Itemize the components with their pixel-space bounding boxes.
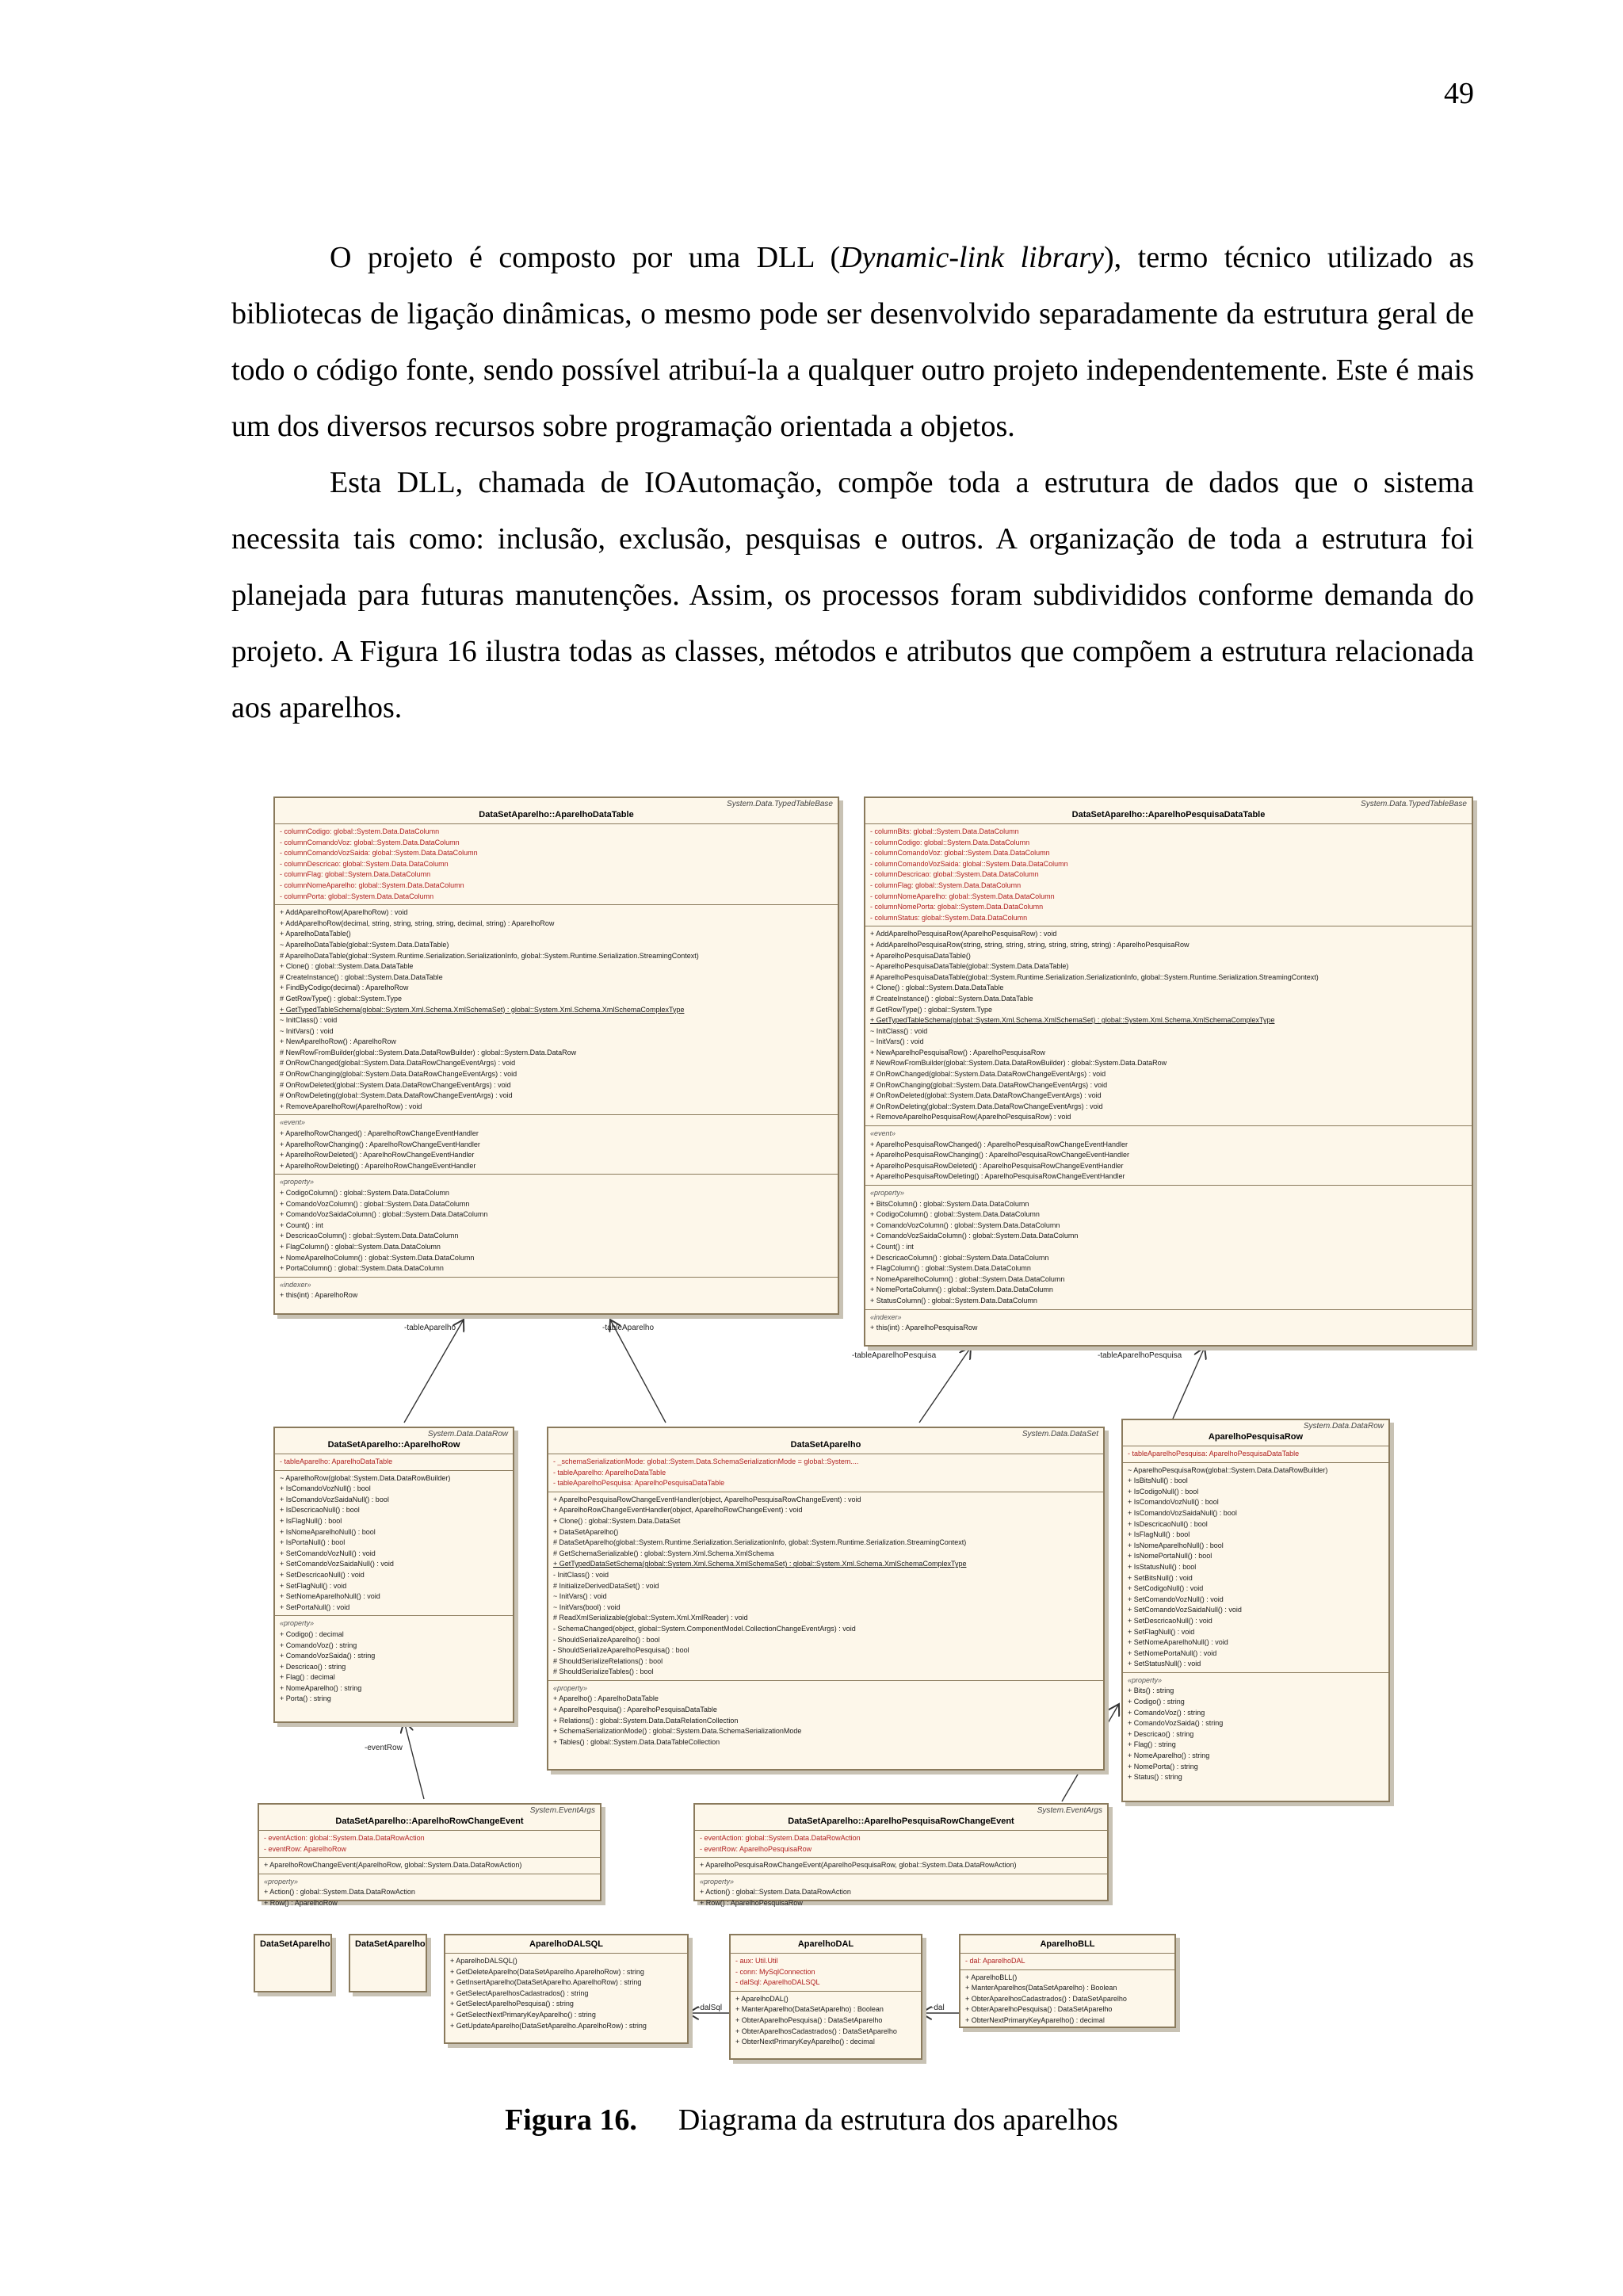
- class-member: # CreateInstance() : global::System.Data.DataTable: [280, 972, 443, 981]
- class-member: + SetComandoVozSaidaNull() : void: [280, 1560, 394, 1568]
- class-member: + DescricaoColumn() : global::System.Data.DataColumn: [870, 1253, 1049, 1262]
- class-member: + ComandoVoz() : string: [280, 1641, 357, 1649]
- class-member: + AparelhoPesquisaDataTable(): [870, 951, 971, 960]
- class-member: «property»: [280, 1178, 315, 1186]
- class-operations: [695, 1874, 1107, 1912]
- class-member: + ObterAparelhoPesquisa() : DataSetAparelho: [965, 2005, 1113, 2014]
- class-operations: [275, 1277, 838, 1304]
- class-operations: [548, 1680, 1103, 1751]
- class-title: DataSetAparelho::AparelhoPesquisaDataTable: [1071, 810, 1266, 819]
- class-member: «property»: [553, 1683, 588, 1692]
- class-member: + Action() : global::System.Data.DataRowAction: [700, 1888, 851, 1897]
- class-member: + NewAparelhoPesquisaRow() : AparelhoPesquisaRow: [870, 1048, 1045, 1056]
- class-member: + IsFlagNull() : bool: [280, 1516, 342, 1525]
- class-member: + DataSetAparelho(): [553, 1527, 619, 1536]
- class-member: # CreateInstance() : global::System.Data.DataTable: [870, 994, 1033, 1003]
- class-title: DataSetAparelho::AparelhoPesquisaRowChangeEvent: [788, 1817, 1014, 1826]
- class-member: + ComandoVozColumn() : global::System.Data.DataColumn: [280, 1199, 470, 1208]
- class-operations: [275, 1114, 838, 1174]
- connector-label-event-row-1: -eventRow: [365, 1744, 403, 1752]
- class-member: + IsFlagNull() : bool: [1128, 1530, 1190, 1539]
- class-member: + Flag() : string: [1128, 1740, 1176, 1749]
- paragraph-1-part-b: ), termo técnico utilizado as bibliotecas de ligação dinâmicas, o mesmo pode ser desenvolvido separadamente da estrutura geral de todo o código fonte, sendo possível atribuí-la a qualquer outro projeto independentemente. Este é mais um dos diversos recursos sobre programação orientada a objetos.: [231, 241, 1475, 443]
- class-attributes: [548, 1454, 1103, 1492]
- class-member: + RemoveAparelhoPesquisaRow(AparelhoPesquisaRow) : void: [870, 1113, 1071, 1121]
- class-member: + AddAparelhoRow(AparelhoRow) : void: [280, 908, 408, 917]
- class-member: + SetFlagNull() : void: [1128, 1627, 1195, 1636]
- class-member: + SetCodigoNull() : void: [1128, 1584, 1204, 1593]
- class-member: + AparelhoPesquisa() : AparelhoPesquisaDataTable: [553, 1706, 717, 1714]
- class-attributes: [275, 823, 838, 904]
- class-operations: [548, 1492, 1103, 1680]
- class-member: + IsComandoVozNull() : bool: [1128, 1498, 1219, 1507]
- class-title: DataSetAparelho: [790, 1440, 861, 1450]
- class-member: ~ AparelhoPesquisaRow(global::System.Data.DataRowBuilder): [1128, 1465, 1328, 1474]
- class-attribute: - tableAparelhoPesquisa: AparelhoPesquisaDataTable: [553, 1479, 725, 1488]
- class-member: + ManterAparelho(DataSetAparelho) : Boolean: [735, 2005, 884, 2014]
- class-member: + Clone() : global::System.Data.DataSet: [553, 1516, 681, 1525]
- class-member: + SetNomeAparelhoNull() : void: [1128, 1638, 1228, 1647]
- class-member: + Status() : string: [1128, 1773, 1182, 1782]
- connector-label-table-aparelho-pesquisa-2: -tableAparelhoPesquisa: [1098, 1351, 1182, 1360]
- class-aparelho-bll: [959, 1934, 1176, 2028]
- class-attributes: [1123, 1446, 1388, 1462]
- class-member: + ObterAparelhosCadastrados() : DataSetAparelho: [735, 2027, 897, 2035]
- class-member: + SchemaSerializationMode() : global::System.Data.SchemaSerializationMode: [553, 1727, 802, 1736]
- class-member: + AparelhoDALSQL(): [450, 1957, 517, 1965]
- class-member: + NewAparelhoRow() : AparelhoRow: [280, 1037, 396, 1046]
- class-attributes: [960, 1953, 1174, 1969]
- class-member: + NomeAparelho() : string: [280, 1683, 362, 1692]
- class-member: + IsComandoVozNull() : bool: [280, 1484, 371, 1493]
- class-member: + IsCodigoNull() : bool: [1128, 1487, 1199, 1496]
- class-member: + SetFlagNull() : void: [280, 1581, 347, 1590]
- class-title: AparelhoBLL: [1040, 1939, 1095, 1949]
- class-member: + IsNomeAparelhoNull() : bool: [1128, 1541, 1224, 1549]
- class-member: + GetTypedDataSetSchema(global::System.Xml.Schema.XmlSchemaSet) : global::System.Xml.Schema.XmlSchemaComplexType: [553, 1560, 967, 1568]
- class-member: + ManterAparelhos(DataSetAparelho) : Boolean: [965, 1984, 1117, 1992]
- class-member: + ObterAparelhosCadastrados() : DataSetAparelho: [965, 1994, 1127, 2003]
- class-member: # GetSchemaSerializable() : global::System.Xml.Schema.XmlSchema: [553, 1549, 774, 1557]
- class-member: ~ InitVars() : void: [553, 1592, 607, 1601]
- class-member: + AparelhoPesquisaRowDeleting() : AparelhoPesquisaRowChangeEventHandler: [870, 1172, 1125, 1181]
- class-attribute: - dalSql: AparelhoDALSQL: [735, 1978, 820, 1987]
- class-operations: [259, 1857, 600, 1874]
- figure-caption-number: Figura 16.: [505, 2103, 637, 2137]
- class-member: + GetDeleteAparelho(DataSetAparelho.AparelhoRow) : string: [450, 1967, 644, 1976]
- class-member: + Flag() : decimal: [280, 1673, 335, 1682]
- uml-diagram-figure: [254, 793, 1474, 2092]
- class-title: DataSetAparelho: [355, 1939, 426, 1949]
- class-aparelho-pesquisa-data-table: [864, 797, 1473, 1347]
- class-attribute: - columnNomeAparelho: global::System.Data.DataColumn: [870, 892, 1055, 900]
- class-attribute: - columnComandoVoz: global::System.Data.DataColumn: [870, 849, 1050, 858]
- class-member: # ShouldSerializeTables() : bool: [553, 1668, 654, 1676]
- class-member: «property»: [264, 1877, 299, 1885]
- class-member: + Count() : int: [280, 1221, 323, 1229]
- class-title: DataSetAparelho::AparelhoDataTable: [479, 810, 634, 819]
- class-member: # OnRowDeleting(global::System.Data.DataRowChangeEventArgs) : void: [280, 1091, 513, 1100]
- class-attribute: - columnStatus: global::System.Data.DataColumn: [870, 913, 1028, 922]
- class-member: # GetRowType() : global::System.Type: [280, 994, 403, 1003]
- class-attribute: - dal: AparelhoDAL: [965, 1957, 1025, 1965]
- class-member: «property»: [280, 1619, 315, 1628]
- class-member: # OnRowDeleted(global::System.Data.DataRowChangeEventArgs) : void: [280, 1080, 511, 1089]
- class-member: + AparelhoRowChangeEventHandler(object, AparelhoRowChangeEvent) : void: [553, 1506, 803, 1515]
- figure-caption-text: Diagrama da estrutura dos aparelhos: [678, 2103, 1118, 2137]
- class-member: + AparelhoPesquisaRowChangeEvent(AparelhoPesquisaRow, global::System.Data.DataRowAction): [700, 1861, 1017, 1870]
- class-member: + AparelhoPesquisaRowChangeEventHandler(object, AparelhoPesquisaRowChangeEvent) : void: [553, 1495, 861, 1503]
- class-stereotype: System.Data.TypedTableBase: [1361, 800, 1467, 808]
- connector-label-table-aparelho-pesquisa-1: -tableAparelhoPesquisa: [852, 1351, 937, 1360]
- class-member: + StatusColumn() : global::System.Data.DataColumn: [870, 1296, 1037, 1305]
- class-member: + ComandoVozSaida() : string: [1128, 1719, 1224, 1728]
- assoc-event-to-row: [404, 1721, 424, 1799]
- class-operations: [865, 926, 1472, 1125]
- class-member: + SetPortaNull() : void: [280, 1603, 350, 1611]
- class-stereotype: System.EventArgs: [529, 1806, 595, 1815]
- class-member: + NomeAparelhoColumn() : global::System.Data.DataColumn: [870, 1274, 1065, 1283]
- class-member: + NomeAparelho() : string: [1128, 1752, 1210, 1760]
- class-member: + SetComandoVozNull() : void: [1128, 1595, 1224, 1603]
- class-attribute: - columnDescricao: global::System.Data.DataColumn: [280, 859, 449, 868]
- class-member: «indexer»: [280, 1280, 311, 1289]
- class-member: + ComandoVoz() : string: [1128, 1708, 1205, 1717]
- class-attribute: - columnNomeAparelho: global::System.Data.DataColumn: [280, 881, 464, 889]
- class-attributes: [731, 1953, 921, 1991]
- class-member: - SchemaChanged(object, global::System.ComponentModel.CollectionChangeEventArgs) : void: [553, 1624, 856, 1633]
- class-member: + IsDescricaoNull() : bool: [280, 1506, 360, 1515]
- connector-label-table-aparelho-2: -tableAparelho: [602, 1324, 655, 1332]
- class-stereotype: System.Data.DataSet: [1022, 1430, 1098, 1438]
- class-attribute: - tableAparelhoPesquisa: AparelhoPesquisaDataTable: [1128, 1450, 1300, 1457]
- class-aparelho-pesquisa-row: [1121, 1419, 1390, 1802]
- class-member: + PortaColumn() : global::System.Data.DataColumn: [280, 1264, 444, 1273]
- class-member: # OnRowChanging(global::System.Data.DataRowChangeEventArgs) : void: [280, 1070, 517, 1079]
- class-member: + AparelhoRowChanged() : AparelhoRowChangeEventHandler: [280, 1129, 479, 1138]
- class-member: ~ InitClass() : void: [280, 1016, 338, 1025]
- class-operations: [1123, 1462, 1388, 1672]
- class-member: «event»: [870, 1129, 896, 1138]
- class-attribute: - eventAction: global::System.Data.DataRowAction: [264, 1834, 425, 1842]
- paragraph-2: Esta DLL, chamada de IOAutomação, compõe toda a estrutura de dados que o sistema necessita tais como: inclusão, exclusão, pesquisas e outros. A organização de toda a estrutura foi planejada para futuras manutenções. Assim, os processos foram subdivididos conforme demanda do projeto. A Figura 16 ilustra todas as classes, métodos e atributos que compõem a estrutura relacionada aos aparelhos.: [231, 466, 1474, 724]
- class-dataset-aparelho: [547, 1427, 1105, 1771]
- class-member: + FlagColumn() : global::System.Data.DataColumn: [280, 1242, 441, 1251]
- paragraph-1: [231, 230, 1474, 455]
- class-attribute: - columnNomePorta: global::System.Data.DataColumn: [870, 903, 1044, 911]
- class-title: AparelhoDALSQL: [529, 1939, 603, 1949]
- class-member: + FindByCodigo(decimal) : AparelhoRow: [280, 984, 409, 992]
- class-member: «property»: [1128, 1675, 1163, 1684]
- paragraph-1-italic-term: Dynamic-link library: [840, 241, 1105, 274]
- class-member: + AddAparelhoRow(decimal, string, string, string, string, decimal, string) : AparelhoRow: [280, 919, 555, 927]
- class-operations: [275, 1174, 838, 1276]
- class-member: + IsBitsNull() : bool: [1128, 1477, 1188, 1485]
- class-member: # NewRowFromBuilder(global::System.Data.DataRowBuilder) : global::System.Data.DataRow: [870, 1059, 1167, 1068]
- class-member: + this(int) : AparelhoPesquisaRow: [870, 1324, 978, 1332]
- class-attribute: - tableAparelho: AparelhoDataTable: [553, 1468, 666, 1477]
- class-member: + GetUpdateAparelho(DataSetAparelho.AparelhoRow) : string: [450, 2021, 647, 2030]
- class-member: + Count() : int: [870, 1242, 914, 1251]
- class-aparelho-data-table: [273, 797, 839, 1315]
- class-member: # ShouldSerializeRelations() : bool: [553, 1656, 663, 1665]
- class-member: «event»: [280, 1118, 306, 1127]
- class-member: + SetDescricaoNull() : void: [1128, 1616, 1212, 1625]
- class-member: # DataSetAparelho(global::System.Runtime.Serialization.SerializationInfo, global::System.Runtime.Serialization.StreamingContext): [553, 1538, 967, 1547]
- class-member: + IsNomeAparelhoNull() : bool: [280, 1527, 376, 1536]
- class-operations: [259, 1874, 600, 1912]
- class-attribute: - eventAction: global::System.Data.DataRowAction: [700, 1834, 861, 1842]
- class-operations: [865, 1125, 1472, 1185]
- class-member: ~ InitVars() : void: [280, 1026, 334, 1035]
- class-operations: [865, 1309, 1472, 1336]
- class-member: + Row() : AparelhoRow: [264, 1898, 338, 1907]
- class-member: + NomePorta() : string: [1128, 1762, 1198, 1771]
- class-member: + GetSelectAparelhosCadastrados() : string: [450, 1988, 589, 1997]
- class-member: + AparelhoRowChangeEvent(AparelhoRow, global::System.Data.DataRowAction): [264, 1861, 522, 1870]
- class-member: + AparelhoPesquisaRowDeleted() : AparelhoPesquisaRowChangeEventHandler: [870, 1161, 1124, 1170]
- class-attribute: - eventRow: AparelhoPesquisaRow: [700, 1844, 812, 1853]
- class-member: + IsStatusNull() : bool: [1128, 1562, 1197, 1571]
- class-member: + SetDescricaoNull() : void: [280, 1570, 365, 1579]
- class-operations: [275, 1615, 513, 1707]
- class-member: + NomeAparelhoColumn() : global::System.Data.DataColumn: [280, 1253, 475, 1262]
- class-member: + FlagColumn() : global::System.Data.DataColumn: [870, 1264, 1031, 1273]
- class-member: + CodigoColumn() : global::System.Data.DataColumn: [280, 1189, 449, 1197]
- class-operations: [275, 1470, 513, 1616]
- class-attribute: - columnCodigo: global::System.Data.DataColumn: [280, 827, 440, 835]
- class-member: + AparelhoRowDeleted() : AparelhoRowChangeEventHandler: [280, 1151, 475, 1159]
- class-member: + Codigo() : string: [1128, 1698, 1185, 1706]
- class-member: + ObterNextPrimaryKeyAparelho() : decimal: [735, 2038, 875, 2046]
- class-title: DataSetAparelho: [260, 1939, 330, 1949]
- class-member: «indexer»: [870, 1312, 902, 1321]
- class-member: # GetRowType() : global::System.Type: [870, 1005, 993, 1014]
- class-operations: [865, 1185, 1472, 1309]
- class-member: + AparelhoPesquisaRowChanging() : AparelhoPesquisaRowChangeEventHandler: [870, 1151, 1129, 1159]
- class-member: + IsDescricaoNull() : bool: [1128, 1519, 1208, 1528]
- class-member: # OnRowChanged(global::System.Data.DataRowChangeEventArgs) : void: [280, 1059, 516, 1068]
- class-member: + BitsColumn() : global::System.Data.DataColumn: [870, 1199, 1029, 1208]
- class-member: # NewRowFromBuilder(global::System.Data.DataRowBuilder) : global::System.Data.DataRow: [280, 1048, 577, 1056]
- class-operations: [960, 1969, 1174, 2029]
- class-attribute: - columnFlag: global::System.Data.DataColumn: [870, 881, 1022, 889]
- class-member: + ComandoVozColumn() : global::System.Data.DataColumn: [870, 1221, 1060, 1229]
- class-member: # OnRowChanged(global::System.Data.DataRowChangeEventArgs) : void: [870, 1070, 1106, 1079]
- class-member: + CodigoColumn() : global::System.Data.DataColumn: [870, 1210, 1040, 1219]
- class-attribute: - columnComandoVoz: global::System.Data.DataColumn: [280, 838, 460, 846]
- class-member: + Descricao() : string: [1128, 1729, 1194, 1738]
- connector-label-dal: -dal: [931, 2004, 945, 2012]
- class-dataset-aparelho-ref-2: [349, 1934, 427, 1992]
- class-aparelho-dal-sql: [444, 1934, 689, 2044]
- class-operations: [695, 1857, 1107, 1874]
- class-attribute: - _schemaSerializationMode: global::System.Data.SchemaSerializationMode = global::System....: [553, 1457, 859, 1465]
- class-member: + AparelhoRowDeleting() : AparelhoRowChangeEventHandler: [280, 1161, 476, 1170]
- class-member: + GetInsertAparelho(DataSetAparelho.AparelhoRow) : string: [450, 1978, 642, 1987]
- assoc-row-to-table: [404, 1320, 464, 1423]
- class-member: + DescricaoColumn() : global::System.Data.DataColumn: [280, 1232, 459, 1240]
- class-attribute: - columnFlag: global::System.Data.DataColumn: [280, 870, 431, 879]
- class-member: + Porta() : string: [280, 1694, 331, 1703]
- class-member: # OnRowDeleting(global::System.Data.DataRowChangeEventArgs) : void: [870, 1102, 1103, 1110]
- class-title: AparelhoPesquisaRow: [1208, 1432, 1304, 1442]
- class-member: ~ InitVars(bool) : void: [553, 1603, 621, 1611]
- class-member: + ComandoVozSaidaColumn() : global::System.Data.DataColumn: [870, 1232, 1079, 1240]
- class-member: - ShouldSerializeAparelho() : bool: [553, 1635, 660, 1644]
- class-member: + ObterNextPrimaryKeyAparelho() : decimal: [965, 2015, 1105, 2024]
- class-member: + GetTypedTableSchema(global::System.Xml.Schema.XmlSchemaSet) : global::System.Xml.Schema.XmlSchemaComplexType: [870, 1016, 1275, 1025]
- class-stereotype: System.Data.DataRow: [1303, 1422, 1384, 1431]
- class-attribute: - tableAparelho: AparelhoDataTable: [280, 1457, 393, 1465]
- paragraph-1-part-a: O projeto é composto por uma DLL (: [330, 241, 841, 274]
- class-member: + AparelhoBLL(): [965, 1973, 1018, 1981]
- class-attribute: - columnBits: global::System.Data.DataColumn: [870, 827, 1019, 835]
- class-member: + Bits() : string: [1128, 1687, 1174, 1695]
- connector-label-dal-sql: -dalSql: [697, 2004, 723, 2012]
- assoc-dataset-to-table: [610, 1320, 666, 1423]
- class-member: «property»: [870, 1189, 905, 1197]
- class-member: + Row() : AparelhoPesquisaRow: [700, 1898, 803, 1907]
- class-member: # AparelhoPesquisaDataTable(global::System.Runtime.Serialization.SerializationInfo, global::System.Runtime.Serialization.StreamingContext): [870, 972, 1319, 981]
- class-member: + IsNomePortaNull() : bool: [1128, 1552, 1212, 1561]
- class-aparelho-pesquisa-row-change-event: [693, 1803, 1109, 1907]
- class-attribute: - columnDescricao: global::System.Data.DataColumn: [870, 870, 1039, 879]
- connector-label-table-aparelho-1: -tableAparelho: [404, 1324, 456, 1332]
- class-member: ~ AparelhoDataTable(global::System.Data.DataTable): [280, 940, 449, 949]
- class-member: + SetBitsNull() : void: [1128, 1573, 1193, 1582]
- class-member: + GetSelectAparelhoPesquisa() : string: [450, 2000, 574, 2008]
- class-operations: [275, 904, 838, 1114]
- class-member: + AparelhoRowChanging() : AparelhoRowChangeEventHandler: [280, 1140, 480, 1148]
- class-aparelho-dal: [729, 1934, 922, 2060]
- class-title: AparelhoDAL: [797, 1939, 854, 1949]
- class-member: + SetComandoVozNull() : void: [280, 1549, 376, 1557]
- class-member: + Tables() : global::System.Data.DataTableCollection: [553, 1737, 720, 1746]
- class-dataset-aparelho-ref-1: [254, 1934, 332, 1992]
- figure-caption: [0, 2103, 1623, 2137]
- class-member: # ReadXmlSerializable(global::System.Xml.XmlReader) : void: [553, 1614, 748, 1622]
- class-attributes: [259, 1830, 600, 1857]
- class-member: + AddAparelhoPesquisaRow(AparelhoPesquisaRow) : void: [870, 930, 1057, 938]
- class-stereotype: System.EventArgs: [1037, 1806, 1102, 1815]
- class-member: + IsPortaNull() : bool: [280, 1538, 346, 1547]
- class-operations: [445, 1953, 687, 2034]
- class-member: + this(int) : AparelhoRow: [280, 1291, 358, 1300]
- class-member: ~ InitClass() : void: [870, 1026, 928, 1035]
- class-member: + Clone() : global::System.Data.DataTable: [280, 962, 414, 971]
- class-member: + GetSelectNextPrimaryKeyAparelho() : string: [450, 2010, 596, 2019]
- class-member: + AparelhoDAL(): [735, 1994, 789, 2003]
- class-aparelho-row-change-event: [258, 1803, 601, 1907]
- class-attribute: - columnComandoVozSaida: global::System.Data.DataColumn: [280, 849, 478, 858]
- class-attribute: - columnCodigo: global::System.Data.DataColumn: [870, 838, 1030, 846]
- class-member: # OnRowDeleted(global::System.Data.DataRowChangeEventArgs) : void: [870, 1091, 1102, 1100]
- class-member: + IsComandoVozSaidaNull() : bool: [1128, 1508, 1237, 1517]
- class-member: ~ AparelhoPesquisaDataTable(global::System.Data.DataTable): [870, 962, 1069, 971]
- class-member: + SetComandoVozSaidaNull() : void: [1128, 1606, 1242, 1614]
- class-attribute: - columnPorta: global::System.Data.DataColumn: [280, 892, 434, 900]
- class-title: DataSetAparelho::AparelhoRowChangeEvent: [335, 1817, 524, 1826]
- page-number: 49: [1444, 77, 1474, 110]
- class-member: + NomePortaColumn() : global::System.Data.DataColumn: [870, 1286, 1053, 1294]
- class-member: + Relations() : global::System.Data.DataRelationCollection: [553, 1716, 739, 1725]
- class-attribute: - columnComandoVozSaida: global::System.Data.DataColumn: [870, 859, 1068, 868]
- class-member: + ComandoVozSaidaColumn() : global::System.Data.DataColumn: [280, 1210, 488, 1219]
- class-member: + ComandoVozSaida() : string: [280, 1652, 376, 1660]
- class-attributes: [275, 1454, 513, 1470]
- class-aparelho-row: [273, 1427, 514, 1723]
- class-member: - InitClass() : void: [553, 1570, 609, 1579]
- class-member: + SetNomeAparelhoNull() : void: [280, 1592, 380, 1601]
- class-member: ~ InitVars() : void: [870, 1037, 924, 1046]
- class-member: # InitializeDerivedDataSet() : void: [553, 1581, 659, 1590]
- class-member: + Action() : global::System.Data.DataRowAction: [264, 1888, 415, 1897]
- class-attribute: - conn: MySqlConnection: [735, 1967, 815, 1976]
- class-operations: [731, 1991, 921, 2050]
- class-title: DataSetAparelho::AparelhoRow: [327, 1440, 460, 1450]
- class-member: + Aparelho() : AparelhoDataTable: [553, 1694, 659, 1703]
- class-member: + Descricao() : string: [280, 1662, 346, 1671]
- class-attributes: [865, 823, 1472, 926]
- class-member: + AddAparelhoPesquisaRow(string, string, string, string, string, string, string) : AparelhoPesquisaRow: [870, 940, 1190, 949]
- class-attribute: - eventRow: AparelhoRow: [264, 1844, 347, 1853]
- class-member: - ShouldSerializeAparelhoPesquisa() : bool: [553, 1646, 689, 1655]
- class-attributes: [695, 1830, 1107, 1857]
- class-operations: [1123, 1672, 1388, 1786]
- class-member: + AparelhoPesquisaRowChanged() : AparelhoPesquisaRowChangeEventHandler: [870, 1140, 1128, 1148]
- class-member: # AparelhoDataTable(global::System.Runtime.Serialization.SerializationInfo, global::System.Runtime.Serialization.StreamingContext): [280, 951, 699, 960]
- class-stereotype: System.Data.DataRow: [427, 1430, 508, 1438]
- class-member: + SetNomePortaNull() : void: [1128, 1648, 1217, 1657]
- class-member: + AparelhoDataTable(): [280, 930, 351, 938]
- class-member: # OnRowChanging(global::System.Data.DataRowChangeEventArgs) : void: [870, 1080, 1108, 1089]
- class-member: + IsComandoVozSaidaNull() : bool: [280, 1495, 389, 1503]
- class-member: «property»: [700, 1877, 735, 1885]
- class-member: + ObterAparelhoPesquisa() : DataSetAparelho: [735, 2015, 883, 2024]
- class-member: + GetTypedTableSchema(global::System.Xml.Schema.XmlSchemaSet) : global::System.Xml.Schema.XmlSchemaComplexType: [280, 1005, 685, 1014]
- body-text: [231, 230, 1474, 736]
- class-member: + Clone() : global::System.Data.DataTable: [870, 984, 1004, 992]
- class-stereotype: System.Data.TypedTableBase: [727, 800, 833, 808]
- class-member: + RemoveAparelhoRow(AparelhoRow) : void: [280, 1102, 422, 1110]
- class-member: ~ AparelhoRow(global::System.Data.DataRowBuilder): [280, 1473, 451, 1482]
- class-member: + Codigo() : decimal: [280, 1629, 344, 1638]
- class-member: + SetStatusNull() : void: [1128, 1660, 1201, 1668]
- class-attribute: - aux: Util.Util: [735, 1957, 778, 1965]
